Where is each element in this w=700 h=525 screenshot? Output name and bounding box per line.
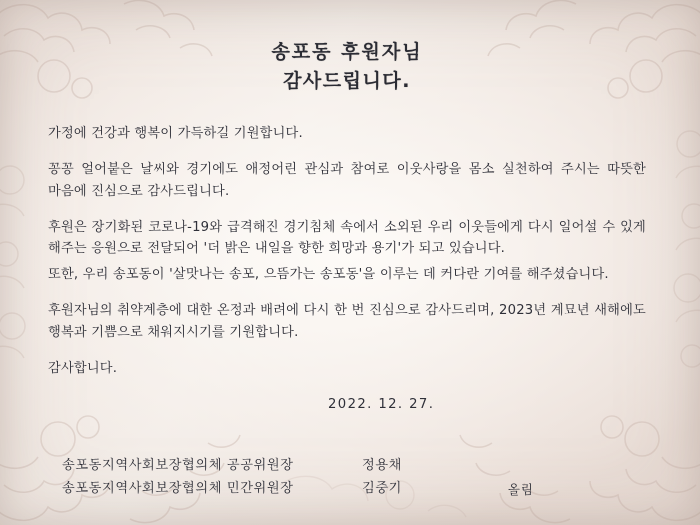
signature-organization: 송포동지역사회보장협의체 민간위원장 [62,481,294,497]
paragraph-6: 감사합니다. [48,360,118,376]
paragraph-2: 꽁꽁 얼어붙은 날씨와 경기에도 애정어린 관심과 참여로 이웃사랑을 몸소 실천하여 주시는 따뜻한 마음에 진심으로 감사드립니다. [48,162,646,199]
document-date: 2022. 12. 27. [328,397,435,413]
signature-organization: 송포동지역사회보장협의체 공공위원장 [62,458,294,474]
paragraph-4: 또한, 우리 송포동이 '살맛나는 송포, 으뜸가는 송포동'을 이루는 데 커다란 기여를 해주셨습니다. [48,266,609,282]
signature-block [48,454,646,500]
signature-suffix-wrapper [508,479,534,498]
signature-row [62,454,646,477]
signature-name: 김중기 [362,481,403,497]
title-line-2: 감사드립니다. [283,70,411,93]
paragraph-5: 후원자님의 취약계층에 대한 온정과 배려에 다시 한 번 진심으로 감사드리며, 2023년 계묘년 새해에도 행복과 기쁨으로 채워지시기를 기원합니다. [48,303,646,340]
signature-row [62,477,646,500]
title-line-1: 송포동 후원자님 [271,41,423,63]
signature-suffix: 올림 [507,482,534,498]
signature-name: 정용채 [362,458,403,474]
page-title [48,38,646,97]
paragraph-1: 가정에 건강과 행복이 가득하길 기원합니다. [48,125,303,141]
paragraph-3: 후원은 장기화된 코로나-19와 급격해진 경기침체 속에서 소외된 우리 이웃들에게 다시 일어설 수 있게 해주는 응원으로 전달되어 '더 밝은 내일을 향한 희망과 용기'가 되고 있습니다. [48,220,646,257]
